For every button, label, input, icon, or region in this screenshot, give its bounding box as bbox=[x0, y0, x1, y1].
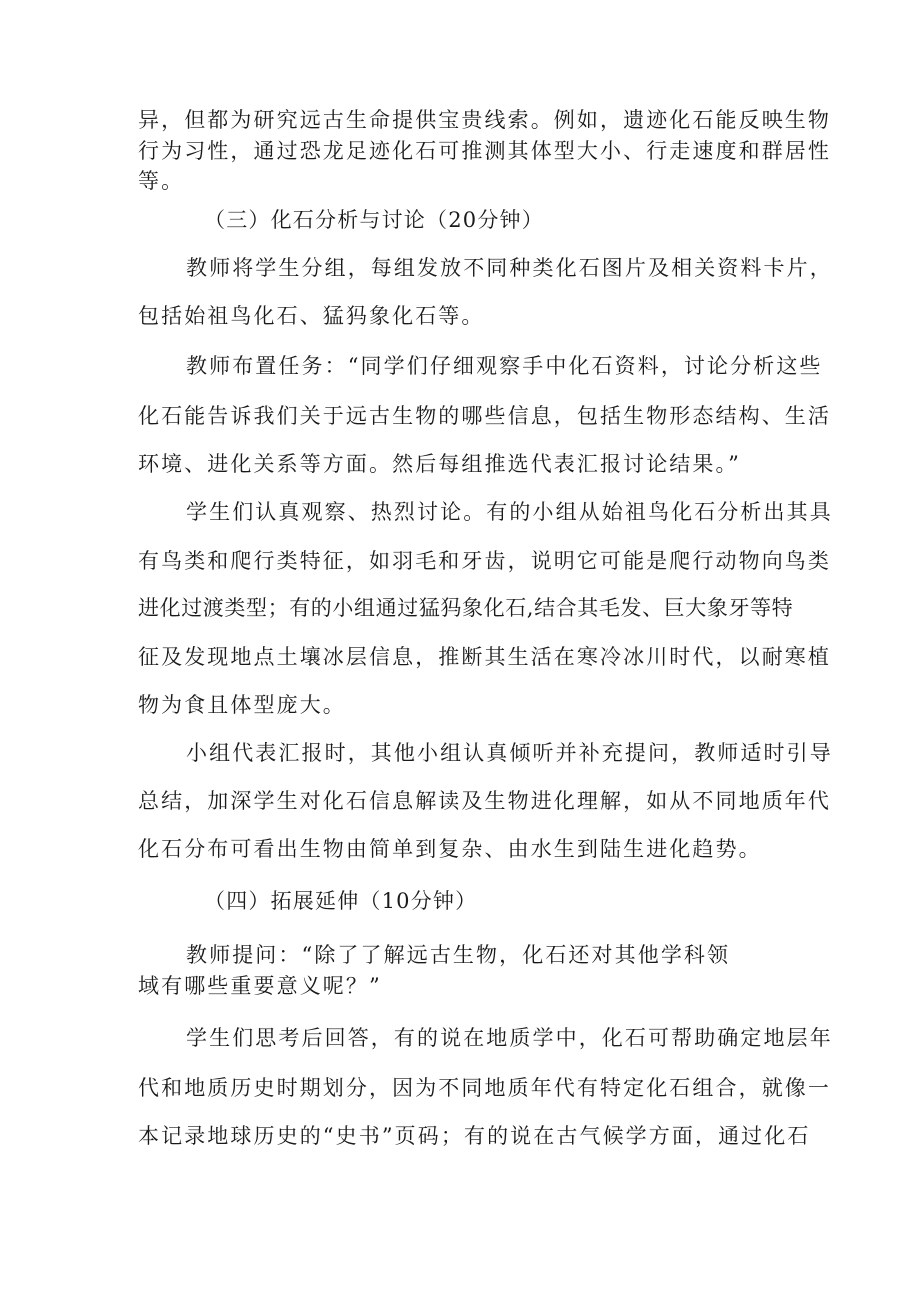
paragraph-line: 总结，加深学生对化石信息解读及生物进化理解，如从不同地质年代 bbox=[138, 789, 831, 813]
paragraph-line: 环境、进化关系等方面。然后每组推选代表汇报讨论结果。” bbox=[138, 452, 741, 476]
paragraph-line: 物为食且体型庞大。 bbox=[138, 693, 346, 717]
section-heading: （四）拓展延伸（10分钟） bbox=[204, 889, 478, 913]
paragraph-line: 教师提问：“除了了解远古生物，化石还对其他学科领 bbox=[186, 943, 731, 967]
paragraph-line: 代和地质历史时期划分，因为不同地质年代有特定化石组合，就像一 bbox=[138, 1076, 831, 1100]
paragraph-line: 行为习性，通过恐龙足迹化石可推测其体型大小、行走速度和群居性 bbox=[138, 139, 831, 163]
paragraph-line: 学生们认真观察、热烈讨论。有的小组从始祖鸟化石分析出其具 bbox=[186, 500, 833, 524]
paragraph-line: 化石分布可看出生物由简单到复杂、由水生到陆生进化趋势。 bbox=[138, 837, 762, 861]
paragraph-line: 有鸟类和爬行类特征，如羽毛和牙齿，说明它可能是爬行动物向鸟类 bbox=[138, 549, 831, 573]
paragraph-line: 进化过渡类型；有的小组通过猛犸象化石,结合其毛发、巨大象牙等特 bbox=[138, 596, 794, 620]
paragraph-line: 教师将学生分组，每组发放不同种类化石图片及相关资料卡片， bbox=[186, 256, 833, 280]
paragraph-line: 异，但都为研究远古生命提供宝贵线索。例如，遗迹化石能反映生物 bbox=[138, 108, 831, 132]
paragraph-line: 教师布置任务：“同学们仔细观察手中化石资料，讨论分析这些 bbox=[186, 354, 823, 378]
paragraph-line: 小组代表汇报时，其他小组认真倾听并补充提问，教师适时引导 bbox=[186, 741, 833, 765]
paragraph-line: 征及发现地点土壤冰层信息，推断其生活在寒冷冰川时代，以耐寒植 bbox=[138, 645, 831, 669]
paragraph-line: 域有哪些重要意义呢？” bbox=[138, 974, 382, 998]
paragraph-line: 学生们思考后回答，有的说在地质学中，化石可帮助确定地层年 bbox=[186, 1026, 833, 1050]
section-heading: （三）化石分析与讨论（20分钟） bbox=[204, 208, 544, 232]
paragraph-line: 等。 bbox=[138, 169, 185, 193]
paragraph-line: 包括始祖鸟化石、猛犸象化石等。 bbox=[138, 304, 485, 328]
paragraph-line: 本记录地球历史的“史书”页码；有的说在古气候学方面，通过化石 bbox=[138, 1124, 811, 1148]
paragraph-line: 化石能告诉我们关于远古生物的哪些信息，包括生物形态结构、生活 bbox=[138, 404, 831, 428]
